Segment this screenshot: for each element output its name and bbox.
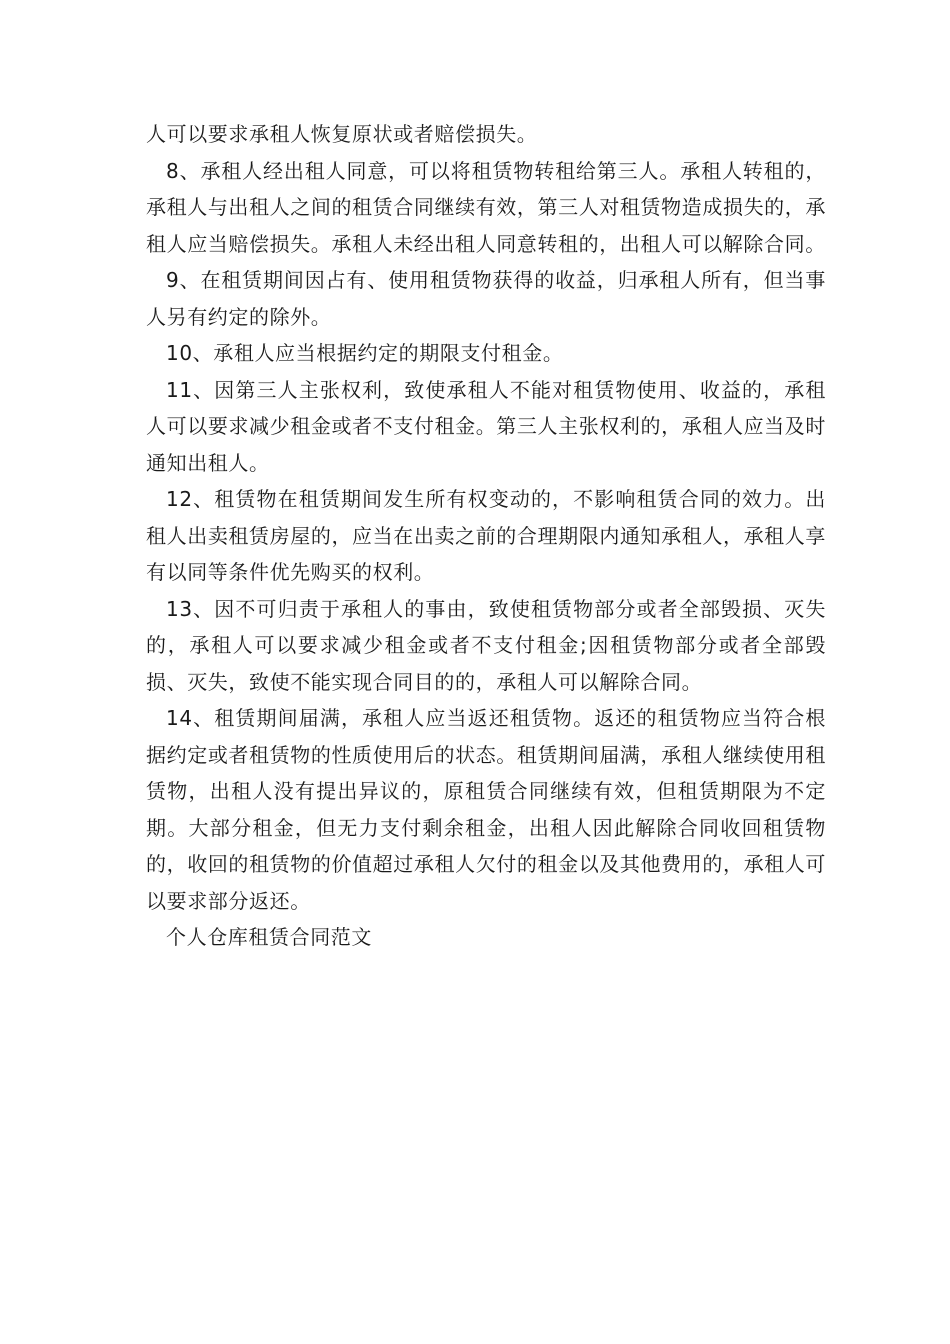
paragraph-clause-8: 8、承租人经出租人同意，可以将租赁物转租给第三人。承租人转租的，承租人与出租人之间的租赁合同继续有效，第三人对租赁物造成损失的，承租人应当赔偿损失。承租人未经出租人同意转租的，出租人可以解除合同。	[146, 158, 826, 256]
paragraph-clause-10: 10、承租人应当根据约定的期限支付租金。	[166, 341, 564, 365]
paragraph-clause-11: 11、因第三人主张权利，致使承租人不能对租赁物使用、收益的，承租人可以要求减少租金或者不支付租金。第三人主张权利的，承租人应当及时通知出租人。	[146, 377, 826, 475]
paragraph-clause-9: 9、在租赁期间因占有、使用租赁物获得的收益，归承租人所有，但当事人另有约定的除外。	[146, 268, 826, 329]
paragraph-clause-12: 12、租赁物在租赁期间发生所有权变动的，不影响租赁合同的效力。出租人出卖租赁房屋的，应当在出卖之前的合理期限内通知承租人，承租人享有以同等条件优先购买的权利。	[146, 487, 826, 584]
section-heading: 个人仓库租赁合同范文	[166, 925, 372, 949]
document-body	[146, 116, 826, 956]
paragraph-clause-13: 13、因不可归责于承租人的事由，致使租赁物部分或者全部毁损、灭失的，承租人可以要求减少租金或者不支付租金;因租赁物部分或者全部毁损、灭失，致使不能实现合同目的的，承租人可以解除合同。	[146, 596, 826, 694]
paragraph-clause-14: 14、租赁期间届满，承租人应当返还租赁物。返还的租赁物应当符合根据约定或者租赁物的性质使用后的状态。租赁期间届满，承租人继续使用租赁物，出租人没有提出异议的，原租赁合同继续有效，但租赁期限为不定期。大部分租金，但无力支付剩余租金，出租人因此解除合同收回租赁物的，收回的租赁物的价值超过承租人欠付的租金以及其他费用的，承租人可以要求部分返还。	[146, 706, 826, 913]
paragraph-continuation: 人可以要求承租人恢复原状或者赔偿损失。	[146, 122, 538, 146]
